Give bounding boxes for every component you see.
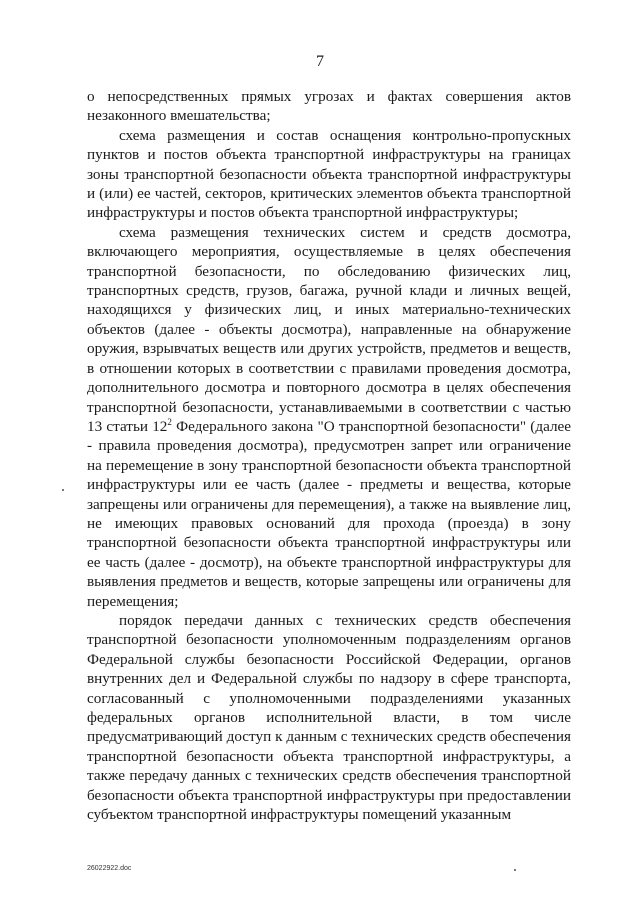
article-superscript: 2 [167, 416, 172, 427]
paragraph-data-transfer-procedure: порядок передачи данных с технических средств обеспечения транспортной безопасности уполномоченным подразделениям органов Федеральной службы безопасности Российской Федерации, органов внутренних дел и Федеральной службы по надзору в сфере транспорта, согласованный с уполномоченными подразделениями указанных федеральных органов исполнительной власти, в том числе предусматривающий доступ к данным с технических средств обеспечения транспортной безопасности объекта транспортной инфраструктуры, а также передачу данных с технических средств обеспечения транспортной безопасности объекта транспортной инфраструктуры при предоставлении субъектом транспортной инфраструктуры помещений указанным [87, 611, 571, 824]
paragraph-checkpoint-scheme: схема размещения и состав оснащения контрольно-пропускных пунктов и постов объекта транспортной инфраструктуры на границах зоны транспортной безопасности объекта транспортной инфраструктуры и (или) ее частей, секторов, критических элементов объекта транспортной инфраструктуры и постов объекта транспортной инфраструктуры; [87, 126, 571, 222]
screening-text-part-1: схема размещения технических систем и средств досмотра, включающего мероприятия, осуществляемые в целях обеспечения транспортной безопасности, по обследованию физических лиц, транспортных средств, грузов, багажа, ручной клади и личных вещей, находящихся у физических лиц, и иных материально-технических объектов (далее - объекты досмотра), направленные на обнаружение оружия, взрывчатых веществ или других устройств, предметов и веществ, в отношении которых в соответствии с правилами проведения досмотра, дополнительного досмотра и повторного досмотра в целях обеспечения транспортной безопасности, устанавливаемыми в соответствии с частью 13 статьи 12 [87, 223, 571, 435]
document-body [87, 87, 571, 824]
scan-speck [514, 869, 516, 871]
paragraph-screening-scheme [87, 223, 571, 611]
page-number: 7 [316, 53, 324, 70]
footer-filename: 26022922.doc [87, 865, 132, 872]
paragraph-threats-continuation: о непосредственных прямых угрозах и фактах совершения актов незаконного вмешательства; [87, 88, 571, 125]
scan-speck [62, 489, 64, 491]
screening-text-part-2: Федерального закона "О транспортной безопасности" (далее - правила проведения досмотра), предусмотрен запрет или ограничение на перемещение в зону транспортной безопасности объекта транспортной инфраструктуры или ее часть (далее - предметы и вещества, которые запрещены или ограничены для перемещения), а также на выявление лиц, не имеющих правовых оснований для прохода (проезда) в зону транспортной безопасности объекта транспортной инфраструктуры или ее часть (далее - досмотр), на объекте транспортной инфраструктуры для выявления предметов и веществ, которые запрещены или ограничены для перемещения; [87, 417, 572, 610]
